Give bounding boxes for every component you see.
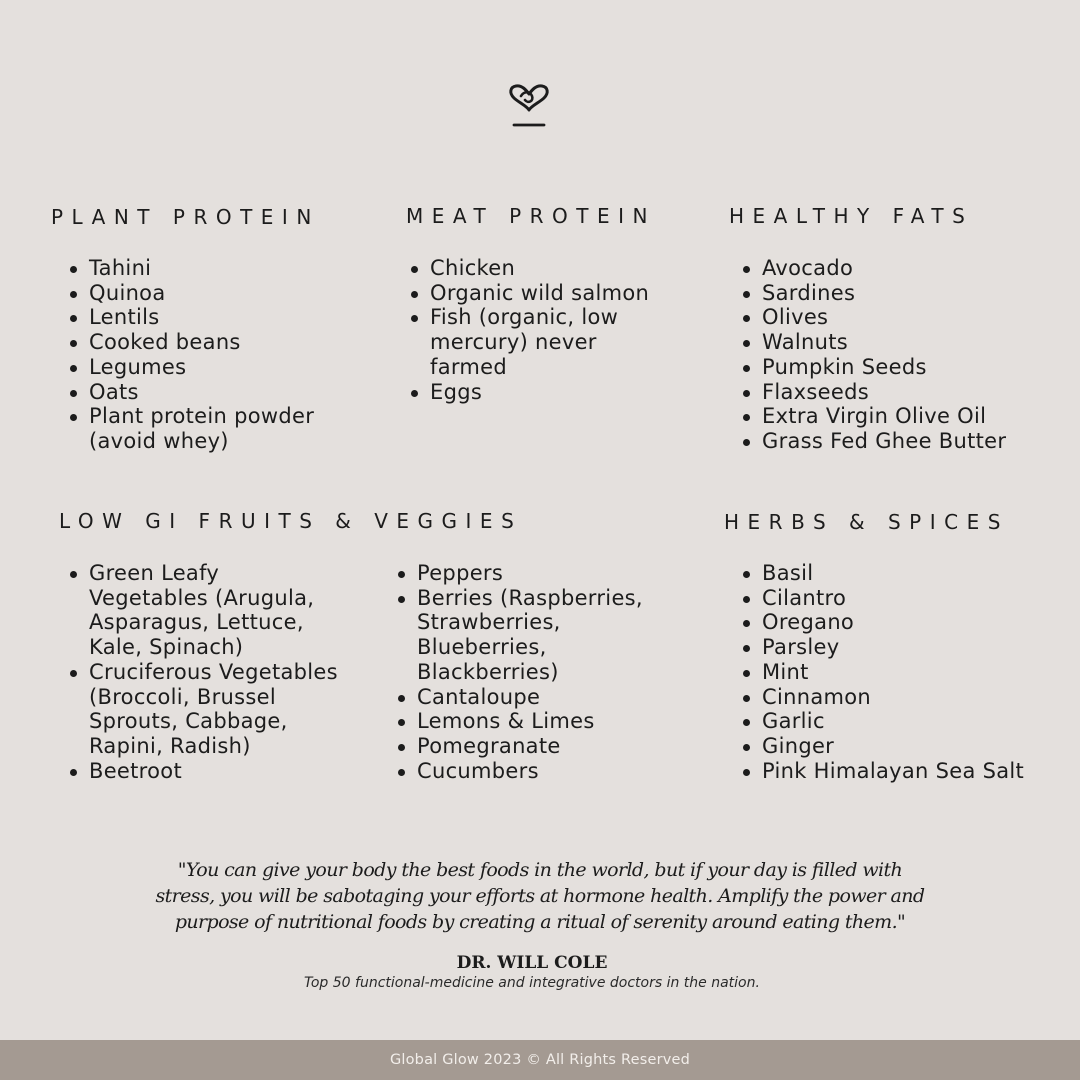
list-item: Cucumbers xyxy=(395,759,715,784)
list-item: Tahini xyxy=(67,256,367,281)
list-item: Avocado xyxy=(740,256,1070,281)
list-item: Parsley xyxy=(740,635,1075,660)
quote-author-description: Top 50 functional-medicine and integrative doctors in the nation. xyxy=(304,975,760,991)
quote-text: "You can give your body the best foods in the world, but if your day is filled with stress, you will be sabotaging your efforts at hormone health. Amplify the power and purpose of nutritional foods by creating a ritual of serenity around eating them." xyxy=(155,859,925,933)
list-item: Cantaloupe xyxy=(395,685,715,710)
list-item: Pomegranate xyxy=(395,734,715,759)
quote-author: DR. WILL COLE xyxy=(456,953,608,973)
heading-herbs-spices: HERBS & SPICES xyxy=(724,510,1009,534)
list-item: Extra Virgin Olive Oil xyxy=(740,404,1070,429)
list-item: Fish (organic, low mercury) never farmed xyxy=(408,305,708,379)
list-item: Grass Fed Ghee Butter xyxy=(740,429,1070,454)
heading-low-gi: LOW GI FRUITS & VEGGIES xyxy=(59,509,523,533)
list-item: Chicken xyxy=(408,256,708,281)
list-item: Green Leafy Vegetables (Arugula, Asparagus, Lettuce, Kale, Spinach) xyxy=(67,561,387,660)
list-item: Garlic xyxy=(740,709,1075,734)
list-item: Pumpkin Seeds xyxy=(740,355,1070,380)
list-item: Cooked beans xyxy=(67,330,367,355)
list-item: Ginger xyxy=(740,734,1075,759)
heading-healthy-fats: HEALTHY FATS xyxy=(729,204,974,228)
list-item: Quinoa xyxy=(67,281,367,306)
list-item: Flaxseeds xyxy=(740,380,1070,405)
list-item: Cilantro xyxy=(740,586,1075,611)
list-item: Eggs xyxy=(408,380,708,405)
list-item: Walnuts xyxy=(740,330,1070,355)
herbs-spices-list xyxy=(740,561,1075,783)
healthy-fats-list xyxy=(740,256,1070,454)
low-gi-list-right xyxy=(395,561,715,783)
list-item: Berries (Raspberries, Strawberries, Blueberries, Blackberries) xyxy=(395,586,715,685)
list-item: Cruciferous Vegetables (Broccoli, Brussel Sprouts, Cabbage, Rapini, Radish) xyxy=(67,660,387,759)
list-item: Mint xyxy=(740,660,1075,685)
list-item: Pink Himalayan Sea Salt xyxy=(740,759,1075,784)
list-item: Legumes xyxy=(67,355,367,380)
list-item: Cinnamon xyxy=(740,685,1075,710)
meat-protein-list xyxy=(408,256,708,404)
plant-protein-list xyxy=(67,256,367,454)
footer-bar xyxy=(0,1040,1080,1080)
list-item: Lemons & Limes xyxy=(395,709,715,734)
heart-logo-icon xyxy=(505,80,553,132)
list-item: Plant protein powder (avoid whey) xyxy=(67,404,367,453)
list-item: Beetroot xyxy=(67,759,387,784)
heading-meat-protein: MEAT PROTEIN xyxy=(406,204,657,228)
list-item: Organic wild salmon xyxy=(408,281,708,306)
list-item: Peppers xyxy=(395,561,715,586)
low-gi-list-left xyxy=(67,561,387,783)
footer-copyright: Global Glow 2023 © All Rights Reserved xyxy=(389,1052,691,1068)
list-item: Oregano xyxy=(740,610,1075,635)
list-item: Lentils xyxy=(67,305,367,330)
heading-plant-protein: PLANT PROTEIN xyxy=(51,205,320,229)
list-item: Oats xyxy=(67,380,367,405)
list-item: Sardines xyxy=(740,281,1070,306)
list-item: Basil xyxy=(740,561,1075,586)
list-item: Olives xyxy=(740,305,1070,330)
